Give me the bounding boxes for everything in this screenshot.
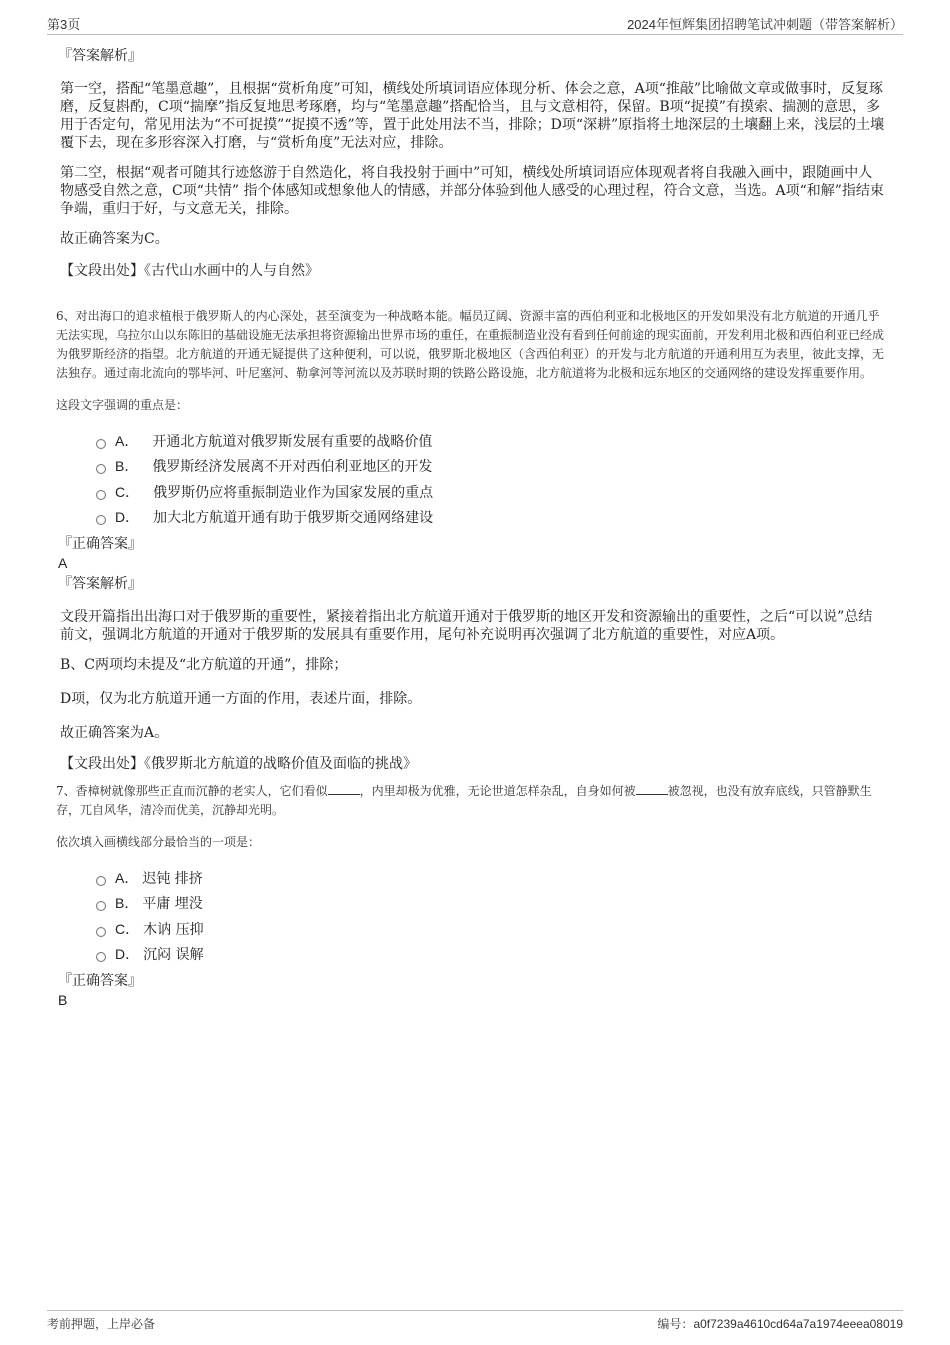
option-text: 平庸 埋没 — [142, 896, 203, 913]
option-letter: B． — [115, 895, 139, 912]
document-code — [657, 1315, 903, 1332]
question-6-options — [96, 428, 886, 530]
radio-button-icon[interactable] — [96, 464, 106, 474]
document-title: 2024年恒辉集团招聘笔试冲刺题（带答案解析） — [627, 17, 903, 32]
radio-button-icon[interactable] — [96, 876, 106, 886]
option-text: 迟钝 排挤 — [142, 870, 203, 887]
option-text: 开通北方航道对俄罗斯发展有重要的战略价值 — [152, 433, 433, 450]
page-number: 第3页 — [47, 17, 81, 32]
option-a[interactable] — [96, 865, 886, 891]
question-7-answer: B — [58, 992, 68, 1008]
option-a[interactable] — [96, 428, 886, 454]
blank-line — [636, 782, 668, 795]
option-text: 加大北方航道开通有助于俄罗斯交通网络建设 — [153, 510, 434, 527]
question-7-prompt: 依次填入画横线部分最恰当的一项是： — [56, 835, 261, 849]
question-7-text-part-1: 7、香樟树就像那些正直而沉静的老实人，它们看似 — [56, 784, 328, 798]
question-6-correct-label: 『正确答案』 — [58, 536, 142, 552]
option-text: 俄罗斯仍应将重振制造业作为国家发展的重点 — [153, 484, 434, 501]
document-code-label: 编号： — [657, 1317, 694, 1331]
option-text: 木讷 压抑 — [143, 921, 204, 938]
option-letter: C． — [115, 920, 140, 937]
option-c[interactable] — [96, 916, 886, 942]
document-code-value: a0f7239a4610cd64a7a1974eeea08019 — [693, 1317, 903, 1331]
option-letter: A． — [115, 432, 139, 449]
prev-analysis-paragraph-1: 第一空，搭配“笔墨意趣”，且根据“赏析角度”可知，横线处所填词语应体现分析、体会之意，A项“推敲”比喻做文章或做事时，反复琢磨，反复斟酌，C项“揣摩”指反复地思考琢磨，均与“笔墨意趣”搭配恰当，且与文意相符，保留。B项“捉摸”有摸索、揣测的意思，多用于否定句，常见用法为“不可捉摸”“捉摸不透”等，置于此处用法不当，排除；D项“深耕”原指将土地深层的土壤翻上来，浅层的土壤覆下去，现在多形容深入打磨，与“赏析角度”无法对应，排除。 — [60, 81, 885, 151]
question-6-answer: A — [58, 555, 68, 571]
question-6-source: 【文段出处】《俄罗斯北方航道的战略价值及面临的挑战》 — [60, 756, 417, 772]
radio-button-icon[interactable] — [96, 439, 106, 449]
question-7-text — [56, 782, 886, 820]
option-letter: D． — [115, 509, 140, 526]
option-b[interactable] — [96, 891, 886, 917]
question-7-text-part-2: ，内里却极为优雅，无论世道怎样杂乱，自身如何被 — [359, 784, 636, 798]
question-7-text-part-3: 被忽视，也没有放弃底线，只管静默生存，兀自风华，清冷而优美，沉静却光明。 — [56, 784, 872, 817]
radio-button-icon[interactable] — [96, 927, 106, 937]
page-footer — [47, 1310, 903, 1335]
question-6-analysis-label: 『答案解析』 — [58, 576, 142, 592]
radio-button-icon[interactable] — [96, 901, 106, 911]
blank-line — [328, 782, 360, 795]
radio-button-icon[interactable] — [96, 952, 106, 962]
question-7-correct-label: 『正确答案』 — [58, 973, 142, 989]
question-6-analysis-paragraph-1: 文段开篇指出出海口对于俄罗斯的重要性，紧接着指出北方航道开通对于俄罗斯的地区开发和资源输出的重要性，之后“可以说”总结前文，强调北方航道的开通对于俄罗斯的发展具有重要作用，尾句补充说明再次强调了北方航道的重要性，对应A项。 — [60, 609, 873, 643]
page-content — [56, 46, 886, 1009]
page-header — [47, 12, 903, 35]
question-7-options — [96, 865, 886, 967]
question-6-analysis-paragraph-2: B、C两项均未提及“北方航道的开通”，排除； — [60, 657, 348, 673]
option-d[interactable] — [96, 942, 886, 968]
radio-button-icon[interactable] — [96, 490, 106, 500]
option-d[interactable] — [96, 505, 886, 531]
option-letter: B． — [115, 458, 139, 475]
option-text: 俄罗斯经济发展离不开对西伯利亚地区的开发 — [152, 459, 433, 476]
footer-slogan: 考前押题，上岸必备 — [47, 1317, 156, 1331]
option-c[interactable] — [96, 479, 886, 505]
option-letter: A． — [115, 869, 139, 886]
prev-analysis-paragraph-2: 第二空，根据“观者可随其行迹悠游于自然造化，将自我投射于画中”可知，横线处所填词语应体现观者将自我融入画中，跟随画中人物感受自然之意，C项“共情” 指个体感知或想象他人的情感，并部分体验到他人感受的心理过程，符合文意，当选。A项“和解”指结束争端，重归于好，与文意无关，排除。 — [60, 165, 884, 217]
prev-conclusion: 故正确答案为C。 — [60, 231, 169, 247]
prev-analysis-label: 『答案解析』 — [58, 48, 142, 64]
question-6-analysis-paragraph-3: D项，仅为北方航道开通一方面的作用，表述片面，排除。 — [60, 691, 422, 707]
option-letter: C． — [115, 483, 140, 500]
prev-source: 【文段出处】《古代山水画中的人与自然》 — [60, 263, 319, 279]
option-b[interactable] — [96, 454, 886, 480]
question-6-conclusion: 故正确答案为A。 — [60, 725, 169, 741]
option-text: 沉闷 误解 — [143, 947, 204, 964]
question-6 — [56, 307, 886, 774]
question-7 — [56, 782, 886, 1009]
radio-button-icon[interactable] — [96, 515, 106, 525]
question-6-text: 6、对出海口的追求植根于俄罗斯人的内心深处，甚至演变为一种战略本能。幅员辽阔、资源丰富的西伯利亚和北极地区的开发如果没有北方航道的开通几乎无法实现，乌拉尔山以东陈旧的基础设施无法承担将资源输出世界市场的重任，在重振制造业没有看到任何前途的现实面前，开发利用北极和西伯利亚已经成为俄罗斯经济的指望。北方航道的开通无疑提供了这种便利，可以说，俄罗斯北极地区（含西伯利亚）的开发与北方航道的开通利用互为表里，彼此支撑，无法独存。通过南北流向的鄂毕河、叶尼塞河、勒拿河等河流以及苏联时期的铁路公路设施，北方航道将为北极和远东地区的交通网络的建设发挥重要作用。 — [56, 309, 885, 380]
question-6-prompt: 这段文字强调的重点是： — [56, 398, 189, 412]
option-letter: D． — [115, 946, 140, 963]
